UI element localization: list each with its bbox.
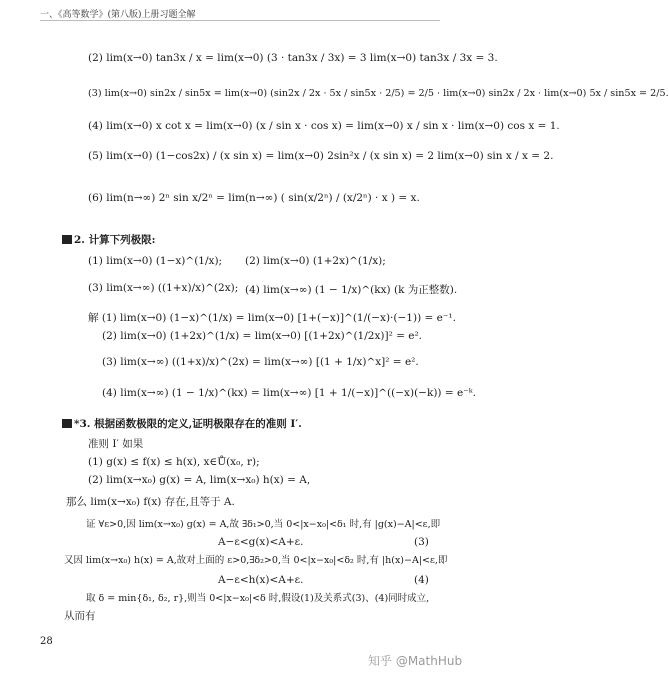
p2-sub3	[88, 282, 238, 294]
criterion-condition-1	[88, 456, 260, 468]
proof-line-4-text: 从而有	[64, 610, 96, 622]
proof-line-1	[86, 516, 440, 530]
proof-line-1-text: 证 ∀ε>0,因 lim(x→x₀) g(x) = A,故 ∃δ₁>0,当 0<|x−x₀|<δ₁ 时,有 |g(x)−A|<ε,即	[86, 519, 441, 530]
item-3-limit-line	[88, 87, 669, 99]
equation-number-4	[414, 574, 429, 586]
p2-sub1	[88, 255, 222, 267]
p2-sub1-text: (1) lim(x→0) (1−x)^(1/x);	[88, 255, 223, 267]
eq-4-label: (4)	[414, 574, 429, 586]
page-number: 28	[40, 636, 53, 647]
problem-2-heading	[62, 232, 156, 247]
header-rule	[40, 20, 440, 21]
condition-1-text: (1) g(x) ≤ f(x) ≤ h(x), x∈Ů(x₀, r);	[88, 456, 260, 468]
item-4-limit-line	[88, 120, 560, 132]
solution-3	[102, 356, 419, 368]
criterion-text: 准则 I′ 如果	[88, 438, 144, 450]
conclusion-text: 那么 lim(x→x₀) f(x) 存在,且等于 A.	[66, 496, 235, 508]
condition-2-text: (2) lim(x→x₀) g(x) = A, lim(x→x₀) h(x) = A,	[88, 474, 311, 486]
solution-2	[102, 330, 422, 342]
solution-2-text: (2) lim(x→0) (1+2x)^(1/x) = lim(x→0) [(1+2x)^(1/2x)]² = e².	[102, 330, 423, 342]
p2-sub4	[245, 282, 457, 297]
watermark: 知乎 @MathHub	[368, 654, 463, 668]
equation-number-3	[414, 536, 429, 548]
item-2-text: (2) lim(x→0) tan3x / x = lim(x→0) (3 · tan3x / 3x) = 3 lim(x→0) tan3x / 3x = 3.	[88, 52, 498, 64]
item-6-text: (6) lim(n→∞) 2ⁿ sin x/2ⁿ = lim(n→∞) ( sin(x/2ⁿ) / (x/2ⁿ) · x ) = x.	[88, 192, 420, 204]
item-3-text: (3) lim(x→0) sin2x / sin5x = lim(x→0) (sin2x / 2x · 5x / sin5x · 2/5) = 2/5 · lim(x→0) sin2x / 2x · lim(x→0) 5x / sin5x = 2/5.	[88, 88, 669, 99]
item-4-text: (4) lim(x→0) x cot x = lim(x→0) (x / sin x · cos x) = lim(x→0) x / sin x · lim(x→0) cos x = 1.	[88, 120, 560, 132]
proof-inequality-4	[218, 574, 303, 586]
header-title: 一、《高等数学》(第八版)上册习题全解	[40, 10, 196, 20]
eq-3-label: (3)	[414, 536, 429, 548]
p2-sub3-text: (3) lim(x→∞) ((1+x)/x)^(2x);	[88, 282, 239, 294]
solution-1-text: 解 (1) lim(x→0) (1−x)^(1/x) = lim(x→0) [1+(−x)]^(1/(−x)·(−1)) = e⁻¹.	[88, 312, 456, 324]
proof-line-2-text: 又因 lim(x→x₀) h(x) = A,故对上面的 ε>0,∃δ₂>0,当 0<|x−x₀|<δ₂ 时,有 |h(x)−A|<ε,即	[64, 555, 448, 566]
proof-line-4	[64, 608, 96, 623]
item-5-text: (5) lim(x→0) (1−cos2x) / (x sin x) = lim(x→0) 2sin²x / (x sin x) = 2 lim(x→0) sin x / x = 2.	[88, 150, 554, 162]
solution-1	[88, 310, 456, 325]
proof-line-3	[86, 590, 429, 604]
problem-marker-icon	[62, 235, 72, 244]
solution-4	[102, 387, 476, 399]
criterion-label	[88, 436, 143, 451]
item-2-limit-line	[88, 52, 498, 64]
criterion-conclusion	[66, 494, 235, 509]
p2-sub2	[245, 255, 386, 267]
problem-2-text: 2. 计算下列极限:	[74, 234, 156, 246]
problem-3-text: *3. 根据函数极限的定义,证明极限存在的准则 I′.	[74, 418, 302, 430]
inequality-4-text: A−ε<h(x)<A+ε.	[218, 574, 304, 586]
proof-line-2	[64, 552, 447, 566]
item-6-limit-line	[88, 192, 420, 204]
solution-3-text: (3) lim(x→∞) ((1+x)/x)^(2x) = lim(x→∞) [(1 + 1/x)^x]² = e².	[102, 356, 419, 368]
proof-inequality-3	[218, 536, 303, 548]
solution-4-text: (4) lim(x→∞) (1 − 1/x)^(kx) = lim(x→∞) [1 + 1/(−x)]^((−x)(−k)) = e⁻ᵏ.	[102, 387, 476, 399]
item-5-limit-line	[88, 150, 553, 162]
problem-marker-icon	[62, 419, 72, 428]
problem-3-heading	[62, 416, 302, 431]
p2-sub2-text: (2) lim(x→0) (1+2x)^(1/x);	[245, 255, 386, 267]
criterion-condition-2	[88, 474, 310, 486]
inequality-3-text: A−ε<g(x)<A+ε.	[218, 536, 304, 548]
p2-sub4-text: (4) lim(x→∞) (1 − 1/x)^(kx) (k 为正整数).	[245, 284, 458, 296]
proof-line-3-text: 取 δ = min{δ₁, δ₂, r},则当 0<|x−x₀|<δ 时,假设(1)及关系式(3)、(4)同时成立,	[86, 593, 430, 604]
